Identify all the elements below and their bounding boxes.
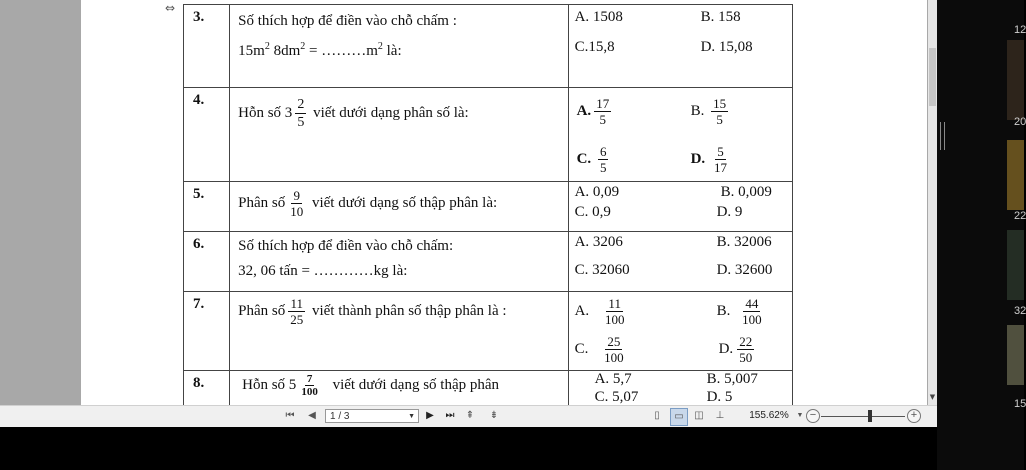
option-letter: D. — [718, 340, 734, 357]
question-text — [230, 88, 568, 182]
thumbnail[interactable] — [1007, 230, 1024, 300]
option-d — [691, 144, 732, 175]
thumbnail[interactable] — [1007, 40, 1024, 120]
numerator: 11 — [290, 296, 303, 311]
option-letter: C. — [574, 340, 589, 357]
question-text — [230, 182, 568, 232]
question-number: 7. — [184, 292, 230, 371]
question-line — [242, 373, 567, 398]
option-c: C.15,8 — [574, 39, 615, 55]
question-line: Số thích hợp để điền vào chỗ chấm : — [238, 13, 457, 29]
fraction — [712, 144, 729, 175]
option-d: D. 5 — [706, 389, 733, 405]
scrollbar-thumb[interactable] — [929, 48, 936, 106]
single-page-icon[interactable]: ▯ — [654, 410, 660, 421]
zoom-slider[interactable] — [821, 416, 905, 417]
thumbnail-label: 12 — [1014, 24, 1026, 36]
option-c: C. 0,9 — [574, 204, 611, 220]
answer-cell — [568, 292, 792, 371]
question-line — [238, 296, 567, 327]
answer-cell — [568, 232, 792, 292]
table-row — [184, 182, 793, 232]
triangle-right-icon[interactable]: ▶ — [426, 410, 434, 421]
question-line — [238, 96, 567, 131]
fraction — [295, 96, 306, 131]
resize-arrow-icon[interactable]: ⇔ — [165, 1, 176, 15]
option-b: B. 32006 — [716, 234, 772, 250]
continuous-page-icon[interactable]: ▭ — [670, 408, 688, 426]
status-bar — [0, 405, 937, 428]
question-line — [238, 188, 567, 219]
thumbnail-strip — [937, 0, 1024, 470]
page-indicator: 1 / 3 — [330, 411, 350, 422]
option-a: A. 3206 — [574, 234, 623, 250]
question-number: 4. — [184, 88, 230, 182]
skip-forward-icon[interactable]: ⏭ — [445, 410, 455, 421]
exponent: 2 — [300, 41, 306, 52]
option-a — [575, 296, 630, 327]
numerator: 2 — [297, 97, 305, 112]
denominator: 5 — [297, 115, 305, 130]
thumbnail-label: 22 — [1014, 210, 1026, 222]
fraction — [288, 188, 305, 219]
question-line: 32, 06 tấn = …………kg là: — [238, 263, 408, 279]
text: = ………m — [305, 43, 378, 59]
numerator: 5 — [717, 144, 724, 159]
chevron-down-icon[interactable]: ▼ — [408, 413, 415, 420]
table-row — [184, 292, 793, 371]
text: 8dm — [269, 43, 301, 59]
text: viết dưới dạng phân số là: — [309, 104, 469, 121]
option-letter: B. — [690, 102, 705, 119]
option-a — [577, 96, 615, 127]
numerator: 6 — [599, 144, 607, 159]
option-d: D. 9 — [716, 204, 743, 220]
option-c — [575, 334, 629, 365]
taskbar — [0, 427, 937, 470]
question-text — [230, 232, 568, 292]
option-b — [717, 296, 767, 327]
text: viết thành phân số thập phân là : — [308, 302, 507, 319]
option-c: C. 5,07 — [594, 389, 639, 405]
plus-circle-icon[interactable]: + — [907, 409, 921, 423]
text: Hỗn số 5 — [242, 376, 297, 393]
fraction — [299, 373, 320, 398]
fraction — [598, 144, 609, 175]
question-line — [238, 41, 567, 60]
denominator: 100 — [604, 312, 625, 327]
table-row — [184, 88, 793, 182]
page-down-icon[interactable]: ⇟ — [489, 410, 499, 421]
option-b: B. 0,009 — [720, 184, 772, 200]
answer-cell — [568, 182, 792, 232]
text: là: — [382, 43, 402, 59]
numerator: 25 — [607, 334, 621, 349]
denominator: 17 — [713, 160, 727, 175]
denominator: 100 — [742, 312, 762, 327]
thumbnail[interactable] — [1007, 325, 1024, 385]
minus-circle-icon[interactable]: − — [806, 409, 820, 423]
text: Hỗn số 3 — [238, 104, 293, 121]
table-row — [184, 5, 793, 88]
denominator: 50 — [739, 350, 753, 365]
document-page — [81, 0, 927, 405]
denominator: 100 — [604, 350, 624, 365]
option-a: A. 5,7 — [594, 371, 632, 387]
vertical-scrollbar[interactable] — [928, 0, 937, 405]
fit-width-icon[interactable]: ⊥ — [715, 410, 725, 421]
numerator: 15 — [713, 96, 727, 111]
page-number-input[interactable] — [325, 409, 419, 423]
question-number: 6. — [184, 232, 230, 292]
numerator: 7 — [306, 373, 313, 385]
option-d: D. 32600 — [716, 262, 773, 278]
numerator: 9 — [293, 188, 300, 203]
fraction — [737, 334, 754, 365]
option-letter: D. — [690, 150, 706, 167]
text: Phân số — [238, 194, 286, 211]
option-d: D. 15,08 — [700, 39, 753, 55]
quiz-table — [183, 4, 793, 411]
option-d — [719, 334, 758, 365]
option-a: A. 0,09 — [574, 184, 620, 200]
exponent: 2 — [264, 41, 270, 52]
fraction — [603, 296, 627, 327]
denominator: 5 — [599, 112, 606, 127]
option-b: B. 5,007 — [706, 371, 758, 387]
table-row — [184, 232, 793, 292]
triangle-left-icon[interactable]: ◀ — [308, 410, 316, 421]
denominator: 10 — [290, 204, 304, 219]
fraction — [288, 296, 305, 327]
splitter-handle[interactable] — [940, 122, 945, 150]
numerator: 17 — [596, 96, 610, 111]
option-c: C. 32060 — [574, 262, 630, 278]
page-up-icon[interactable]: ⇞ — [465, 410, 475, 421]
text: viết dưới dạng số thập phân — [328, 376, 500, 393]
zoom-level: 155.62% — [749, 410, 789, 421]
thumbnail-label: 32 — [1014, 305, 1026, 317]
option-a: A. 1508 — [574, 9, 623, 25]
question-text — [230, 5, 568, 88]
text: Phân số — [238, 302, 286, 319]
scroll-down-icon[interactable]: ▼ — [929, 393, 936, 401]
question-number: 8. — [184, 371, 230, 411]
answer-cell — [568, 88, 792, 182]
fraction — [711, 96, 728, 127]
question-number: 5. — [184, 182, 230, 232]
option-letter: A. — [576, 102, 592, 119]
skip-back-icon[interactable]: ⏮ — [285, 410, 295, 421]
thumbnail[interactable] — [1007, 140, 1024, 210]
question-number: 3. — [184, 5, 230, 88]
option-b — [691, 96, 732, 127]
two-page-icon[interactable]: ◫ — [694, 410, 704, 421]
fraction — [602, 334, 626, 365]
fraction — [594, 96, 611, 127]
denominator: 25 — [290, 312, 304, 327]
zoom-dropdown-icon[interactable]: ▼ — [796, 412, 804, 419]
numerator: 11 — [608, 296, 621, 311]
option-letter: A. — [574, 302, 590, 319]
numerator: 44 — [745, 296, 759, 311]
thumbnail-label: 15 — [1014, 398, 1026, 410]
fraction — [740, 296, 764, 327]
question-line: Số thích hợp để điền vào chỗ chấm: — [238, 238, 454, 254]
question-text — [230, 292, 568, 371]
answer-cell — [568, 5, 792, 88]
denominator: 5 — [716, 112, 723, 127]
thumbnail-label: 20 — [1014, 116, 1026, 128]
text: 15m — [238, 43, 265, 59]
denominator: 5 — [599, 160, 607, 175]
exponent: 2 — [377, 41, 383, 52]
text: viết dưới dạng số thập phân là: — [308, 194, 498, 211]
option-c — [577, 144, 612, 175]
zoom-slider-thumb[interactable] — [868, 410, 872, 422]
denominator: 100 — [301, 386, 318, 398]
option-letter: B. — [716, 302, 731, 319]
option-b: B. 158 — [700, 9, 741, 25]
numerator: 22 — [739, 334, 753, 349]
option-letter: C. — [576, 150, 592, 167]
